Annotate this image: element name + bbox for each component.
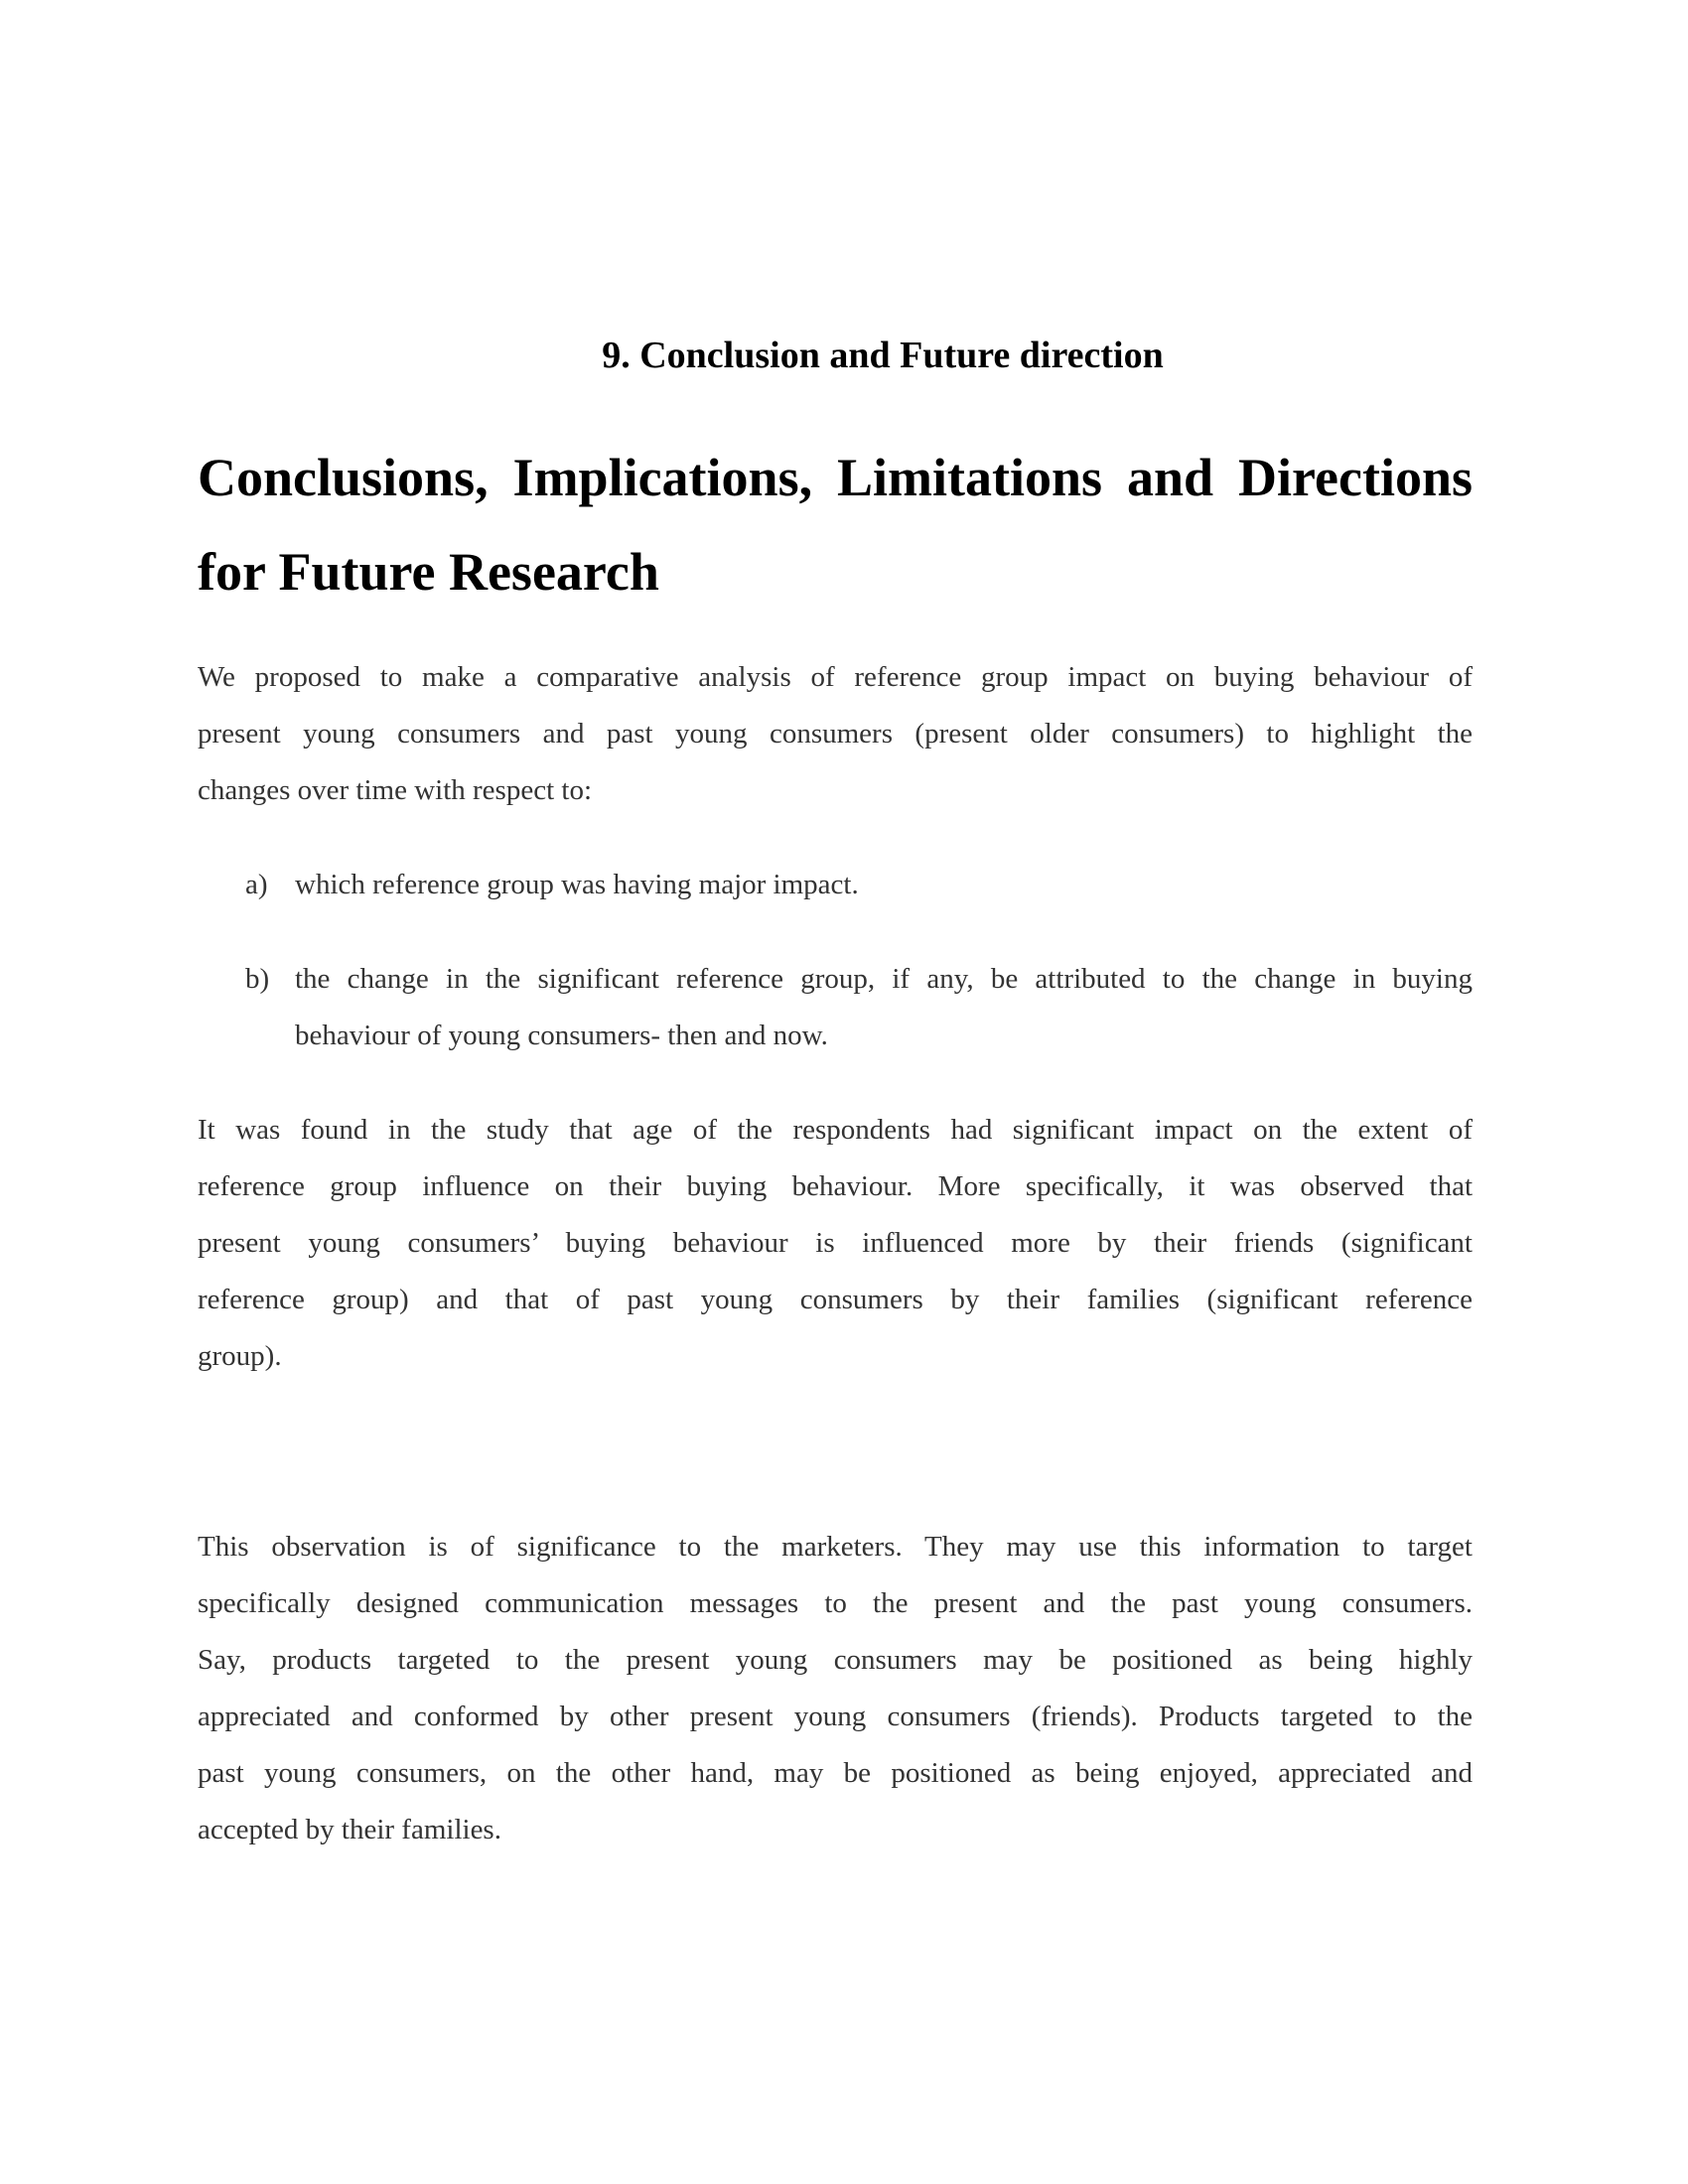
chapter-heading: [198, 431, 1473, 619]
paragraph-findings: [198, 1102, 1473, 1385]
text-line: changes over time with respect to:: [198, 774, 593, 806]
list-item: [245, 857, 1473, 913]
paragraph-introduction: [198, 649, 1473, 819]
list-marker: a): [245, 869, 268, 900]
text-line: accepted by their families.: [198, 1814, 501, 1845]
text-line: behaviour of young consumers- then and now.: [295, 1020, 828, 1051]
text-line: which reference group was having major impact.: [295, 869, 859, 900]
text-line: the change in the significant reference group, if any, be attributed to the change in buying: [295, 963, 1473, 995]
paragraph-implications: [198, 1519, 1473, 1858]
text-line: appreciated and conformed by other present young consumers (friends). Products targeted to the: [198, 1701, 1473, 1732]
list-item-text: [295, 857, 1473, 913]
text-line: reference group) and that of past young consumers by their families (significant reference: [198, 1284, 1473, 1315]
text-line: This observation is of significance to the marketers. They may use this information to target: [198, 1531, 1473, 1563]
objectives-list: [245, 857, 1473, 1064]
text-line: It was found in the study that age of the respondents had significant impact on the extent of: [198, 1114, 1473, 1146]
text-line: present young consumers and past young consumers (present older consumers) to highlight the: [198, 718, 1473, 750]
text-line: reference group influence on their buying behaviour. More specifically, it was observed that: [198, 1170, 1473, 1202]
section-title: 9. Conclusion and Future direction: [602, 335, 1164, 376]
text-line: past young consumers, on the other hand, may be positioned as being enjoyed, appreciated and: [198, 1757, 1473, 1789]
text-line: group).: [198, 1340, 282, 1372]
chapter-heading-line-1: Conclusions, Implications, Limitations and Directions: [198, 448, 1473, 507]
list-item-text: [295, 951, 1473, 1064]
text-line: specifically designed communication messages to the present and the past young consumers.: [198, 1587, 1473, 1619]
text-line: We proposed to make a comparative analysis of reference group impact on buying behaviour of: [198, 661, 1473, 693]
list-item: [245, 951, 1473, 1064]
text-line: present young consumers’ buying behaviour is influenced more by their friends (significant: [198, 1227, 1473, 1259]
text-line: Say, products targeted to the present young consumers may be positioned as being highly: [198, 1644, 1473, 1676]
list-marker: b): [245, 963, 270, 995]
chapter-heading-line-2: for Future Research: [198, 542, 659, 602]
